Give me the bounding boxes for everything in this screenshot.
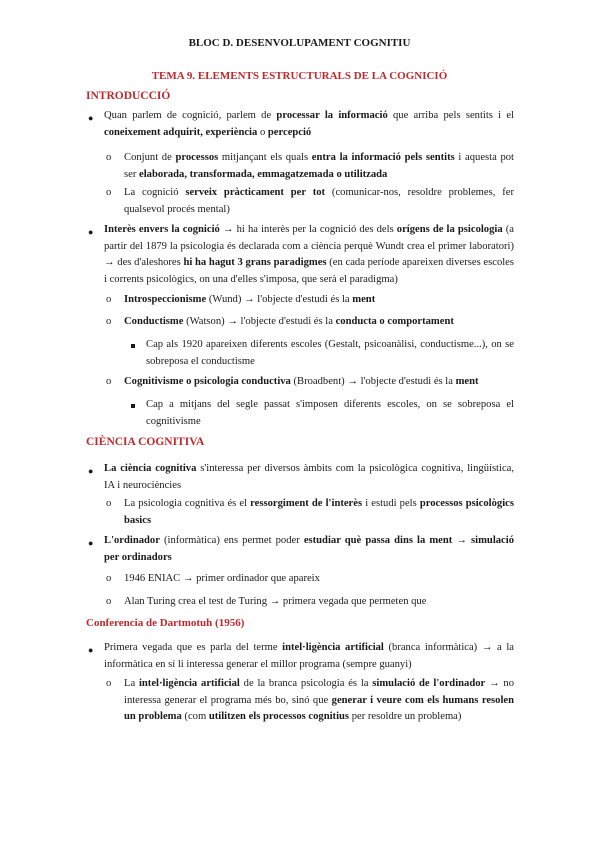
circle-bullet-icon: o xyxy=(106,573,112,584)
circle-bullet-icon: o xyxy=(106,596,112,607)
bullet-icon: ● xyxy=(88,113,94,123)
paragraph-ciencia-cognitiva: La ciència cognitiva s'interessa per diversos àmbits com la psicològica cognitiva, lingüística, IA i neurociències xyxy=(104,463,515,491)
paragraph-conductisme: Conductisme (Watson) → l'objecte d'estudi és la conducta o comportament xyxy=(124,316,454,327)
circle-bullet-icon: o xyxy=(106,376,112,387)
paragraph-ordinador: L'ordinador (informàtica) ens permet poder estudiar què passa dins la ment → simulació per ordinadors xyxy=(104,535,514,563)
paragraph-psicologia-cognitiva: La psicologia cognitiva és el ressorgiment de l'interès i estudi pels processos psicològics basics xyxy=(124,498,514,526)
paragraph-turing: Alan Turing crea el test de Turing → primera vegada que permeten que xyxy=(124,596,427,607)
paragraph-introspeccionisme: Introspeccionisme (Wund) → l'objecte d'estudi és la ment xyxy=(124,294,376,305)
bullet-icon: ● xyxy=(88,645,94,655)
bullet-icon: ● xyxy=(88,538,94,548)
section-heading-introduccio: INTRODUCCIÓ xyxy=(86,90,171,102)
circle-bullet-icon: o xyxy=(106,152,112,163)
course-title: BLOC D. DESENVOLUPAMENT COGNITIU xyxy=(188,37,411,49)
paragraph-ia-psicologia: La intel·ligència artificial de la branca psicologia és la simulació de l'ordinador → no interessa generar el programa més bo, sinó que generar i veure com els humans resolen un problema (com utilitzen els processos cognitius per resoldre un problema) xyxy=(124,678,515,722)
paragraph-serveix: La cognició serveix pràcticament per tot (comunicar-nos, resoldre problemes, fer qualsevol procés mental) xyxy=(124,187,514,215)
paragraph-processos: Conjunt de processos mitjançant els quals entra la informació pels sentits i aquesta pot ser elaborada, transformada, emmagatzemada o utilitzada xyxy=(124,152,514,180)
bullet-icon: ● xyxy=(88,466,94,476)
paragraph-cognitivisme: Cognitivisme o psicologia conductiva (Broadbent) → l'objecte d'estudi és la ment xyxy=(124,376,479,387)
bullet-icon: ● xyxy=(88,227,94,237)
paragraph-interes: Interès envers la cognició → hi ha interès per la cognició des dels orígens de la psicologia (a partir del 1879 la psicologia és declarada com a ciència perquè Wundt crea el primer laboratori) → des d'aleshores hi ha hagut 3 grans paradigmes (en cada període apareixen diverses escoles i corrents psicològics, on una d'elles s'imposa, que serà el paradigma) xyxy=(104,224,515,285)
paragraph-cognicio: Quan parlem de cognició, parlem de processar la informació que arriba pels sentits i el coneixement adquirit, experiència o percepció xyxy=(104,110,514,138)
circle-bullet-icon: o xyxy=(106,678,112,689)
paragraph-escoles-1920: Cap als 1920 apareixen diferents escoles (Gestalt, psicoanàlisi, conductisme...), on se sobreposa el conductisme xyxy=(146,339,514,367)
paragraph-eniac: 1946 ENIAC → primer ordinador que apareix xyxy=(124,573,320,584)
section-heading-dartmouth: Conferencia de Dartmotuh (1956) xyxy=(86,617,245,629)
section-heading-ciencia-cognitiva: CIÈNCIA COGNITIVA xyxy=(86,436,205,448)
circle-bullet-icon: o xyxy=(106,294,112,305)
circle-bullet-icon: o xyxy=(106,316,112,327)
paragraph-mitjans-segle: Cap a mitjans del segle passat s'imposen diferents escoles, on se sobreposa el cognitivisme xyxy=(146,399,514,427)
circle-bullet-icon: o xyxy=(106,187,112,198)
square-bullet-icon xyxy=(131,404,135,408)
topic-title: TEMA 9. ELEMENTS ESTRUCTURALS DE LA COGNICIÓ xyxy=(151,70,448,82)
paragraph-primera-vegada-ia: Primera vegada que es parla del terme intel·ligència artificial (branca informàtica) → a la informàtica en sí li interessa generar el millor programa (sempre guanyi) xyxy=(104,642,514,670)
square-bullet-icon xyxy=(131,344,135,348)
circle-bullet-icon: o xyxy=(106,498,112,509)
